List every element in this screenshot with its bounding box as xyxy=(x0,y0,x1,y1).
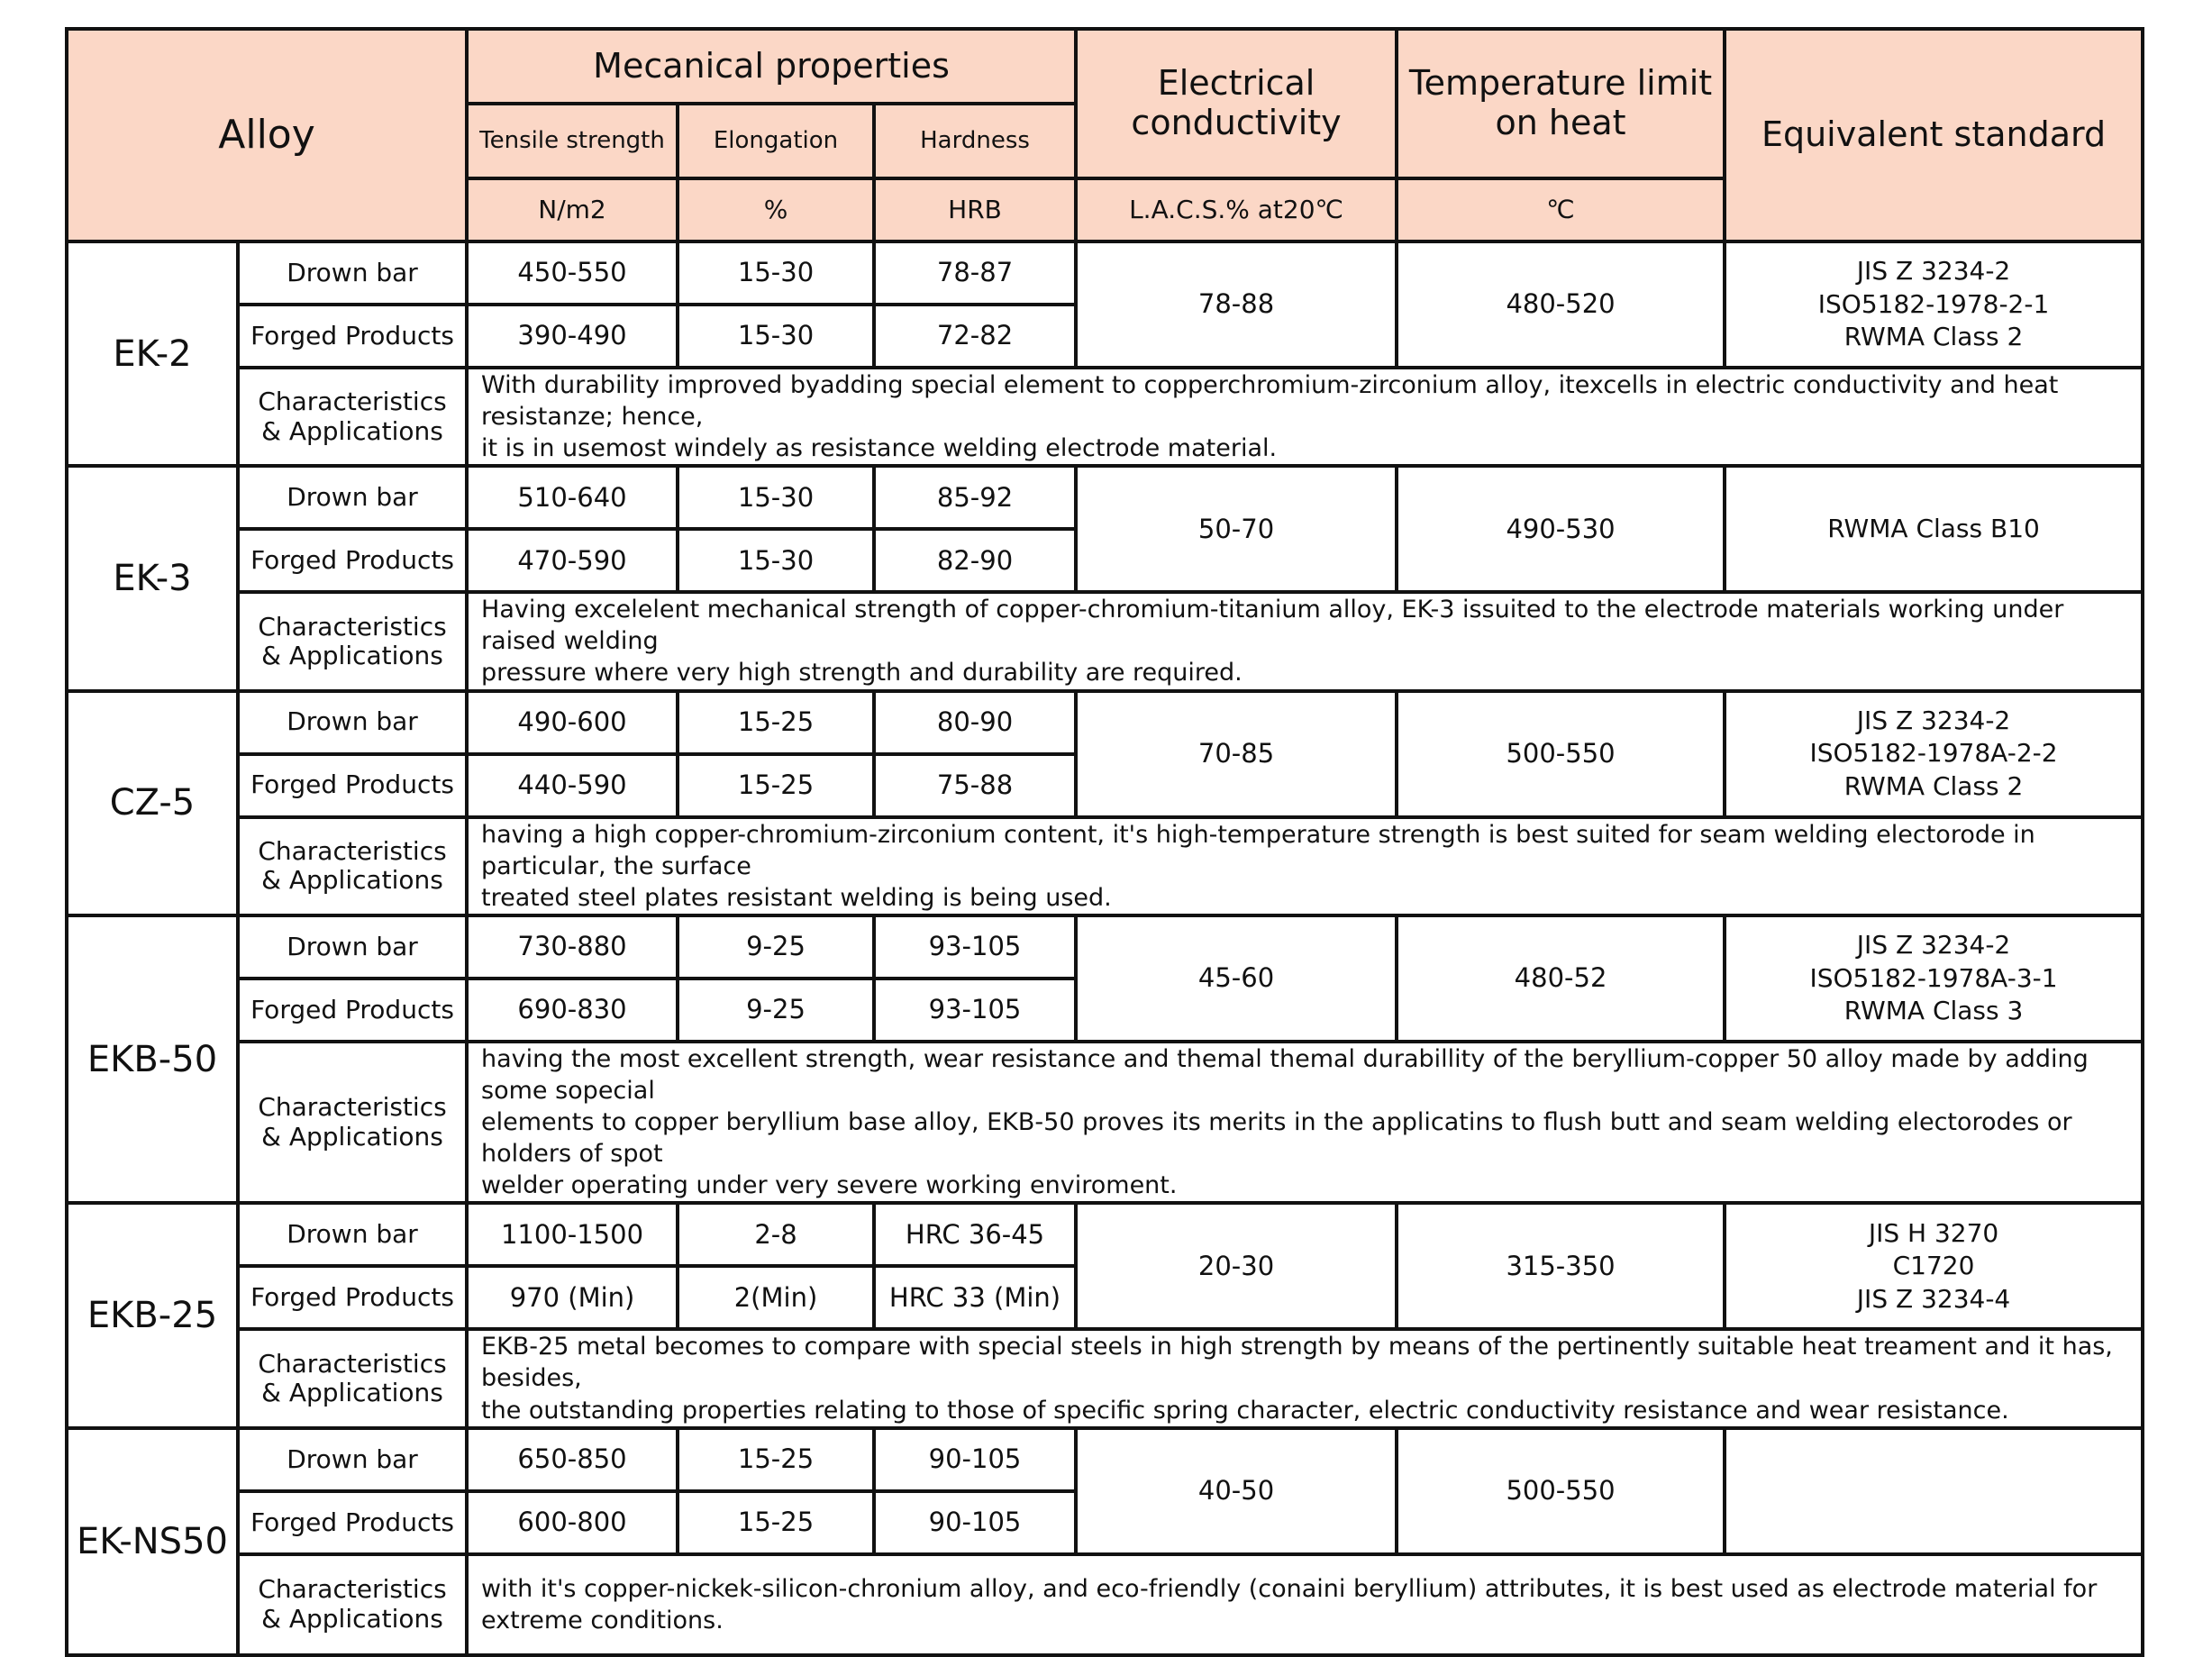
characteristics-label-line1: Characteristics xyxy=(258,1092,447,1123)
characteristics-label xyxy=(238,817,467,915)
forged-hardness: 72-82 xyxy=(874,305,1076,368)
drawn-elongation: 15-25 xyxy=(678,1428,874,1491)
table-row xyxy=(67,1428,2143,1491)
description-line: EKB-25 metal becomes to compare with special steels in high strength by means of the pertinently suitable heat treament and it has, besides, xyxy=(481,1333,2113,1393)
form-label-forged: Forged Products xyxy=(238,754,467,817)
temperature-value: 500-550 xyxy=(1397,1428,1725,1554)
alloy-name: EK-2 xyxy=(67,241,238,466)
drawn-tensile: 650-850 xyxy=(467,1428,678,1491)
characteristics-label-line1: Characteristics xyxy=(258,611,447,642)
description-line: treated steel plates resistant welding is being used. xyxy=(481,883,1112,912)
table-row xyxy=(67,368,2143,466)
temperature-value: 480-520 xyxy=(1397,241,1725,368)
form-label-forged: Forged Products xyxy=(238,305,467,368)
temperature-value: 480-52 xyxy=(1397,915,1725,1042)
header-tensile: Tensile strength xyxy=(467,104,678,178)
description-line: having a high copper-chromium-zirconium content, it's high-temperature strength is best suited for seam welding electorode in particular, the surface xyxy=(481,820,2035,880)
characteristics-description xyxy=(467,1554,2143,1655)
forged-tensile: 970 (Min) xyxy=(467,1266,678,1329)
standard-line: ISO5182-1978-2-1 xyxy=(1817,288,2050,319)
alloy-name: EK-NS50 xyxy=(67,1428,238,1655)
description-line: having the most excellent strength, wear resistance and themal themal durabillity of the beryllium-copper 50 alloy made by adding some sopecial xyxy=(481,1044,2089,1105)
form-label-forged: Forged Products xyxy=(238,1491,467,1554)
header-conductivity: Electrical conductivity xyxy=(1076,29,1397,178)
form-label-drawn: Drown bar xyxy=(238,1203,467,1266)
forged-tensile: 690-830 xyxy=(467,979,678,1042)
form-label-forged: Forged Products xyxy=(238,529,467,592)
unit-tensile: N/m2 xyxy=(467,178,678,241)
table-row xyxy=(67,817,2143,915)
equivalent-standard xyxy=(1725,1428,2143,1554)
characteristics-label-line2: & Applications xyxy=(261,865,443,896)
conductivity-value: 40-50 xyxy=(1076,1428,1397,1554)
form-label-drawn: Drown bar xyxy=(238,915,467,979)
drawn-hardness: HRC 36-45 xyxy=(874,1203,1076,1266)
description-line: pressure where very high strength and durability are required. xyxy=(481,659,1243,687)
standard-line: ISO5182-1978A-2-2 xyxy=(1809,738,2058,769)
characteristics-label-line1: Characteristics xyxy=(258,1574,447,1605)
alloy-name: EK-3 xyxy=(67,466,238,690)
table-row xyxy=(67,241,2143,305)
temperature-value: 315-350 xyxy=(1397,1203,1725,1329)
temperature-value: 500-550 xyxy=(1397,691,1725,817)
drawn-elongation: 2-8 xyxy=(678,1203,874,1266)
drawn-hardness: 80-90 xyxy=(874,691,1076,754)
equivalent-standard xyxy=(1725,466,2143,592)
drawn-elongation: 9-25 xyxy=(678,915,874,979)
table-row xyxy=(67,466,2143,529)
forged-hardness: 75-88 xyxy=(874,754,1076,817)
equivalent-standard xyxy=(1725,691,2143,817)
unit-hardness: HRB xyxy=(874,178,1076,241)
forged-tensile: 470-590 xyxy=(467,529,678,592)
header-elongation: Elongation xyxy=(678,104,874,178)
drawn-elongation: 15-30 xyxy=(678,466,874,529)
alloy-properties-table xyxy=(65,27,2144,1657)
drawn-tensile: 1100-1500 xyxy=(467,1203,678,1266)
header-temperature: Temperature limit on heat xyxy=(1397,29,1725,178)
equivalent-standard xyxy=(1725,915,2143,1042)
table-row xyxy=(67,1329,2143,1427)
header-hardness: Hardness xyxy=(874,104,1076,178)
drawn-hardness: 78-87 xyxy=(874,241,1076,305)
characteristics-label-line2: & Applications xyxy=(261,640,443,670)
standard-line: JIS H 3270 xyxy=(1868,1217,1999,1248)
description-line: it is in usemost windely as resistance welding electrode material. xyxy=(481,434,1278,463)
form-label-forged: Forged Products xyxy=(238,979,467,1042)
characteristics-label-line1: Characteristics xyxy=(258,387,447,417)
characteristics-label-line2: & Applications xyxy=(261,1377,443,1407)
standard-line: RWMA Class B10 xyxy=(1827,514,2040,544)
standard-line: RWMA Class 2 xyxy=(1843,322,2024,352)
description-line: Having excelelent mechanical strength of copper-chromium-titanium alloy, EK-3 issuited to the electrode materials working under raised welding xyxy=(481,596,2064,656)
drawn-hardness: 90-105 xyxy=(874,1428,1076,1491)
standard-line: RWMA Class 3 xyxy=(1843,996,2024,1026)
forged-hardness: 90-105 xyxy=(874,1491,1076,1554)
standard-line: JIS Z 3234-2 xyxy=(1856,705,2011,735)
characteristics-label-line1: Characteristics xyxy=(258,836,447,867)
drawn-elongation: 15-25 xyxy=(678,691,874,754)
alloy-name: CZ-5 xyxy=(67,691,238,915)
conductivity-value: 50-70 xyxy=(1076,466,1397,592)
standard-line: JIS Z 3234-2 xyxy=(1856,256,2011,287)
form-label-drawn: Drown bar xyxy=(238,1428,467,1491)
characteristics-label-line1: Characteristics xyxy=(258,1348,447,1379)
description-line: welder operating under very severe working enviroment. xyxy=(481,1171,1178,1200)
equivalent-standard xyxy=(1725,241,2143,368)
forged-elongation: 2(Min) xyxy=(678,1266,874,1329)
temperature-value: 490-530 xyxy=(1397,466,1725,592)
standard-line: C1720 xyxy=(1892,1251,1975,1281)
table-row xyxy=(67,1203,2143,1266)
drawn-tensile: 490-600 xyxy=(467,691,678,754)
description-line: elements to copper beryllium base alloy, EKB-50 proves its merits in the applicatins to flush butt and seam welding electorodes or holders of spot xyxy=(481,1108,2072,1169)
unit-elongation: % xyxy=(678,178,874,241)
characteristics-label xyxy=(238,1329,467,1427)
forged-hardness: 93-105 xyxy=(874,979,1076,1042)
alloy-name: EKB-25 xyxy=(67,1203,238,1427)
drawn-hardness: 85-92 xyxy=(874,466,1076,529)
standard-line: ISO5182-1978A-3-1 xyxy=(1809,962,2058,993)
standard-line: JIS Z 3234-2 xyxy=(1856,930,2011,961)
conductivity-value: 45-60 xyxy=(1076,915,1397,1042)
description-line: with it's copper-nickek-silicon-chronium alloy, and eco-friendly (conaini beryllium) attributes, it is best used as electrode material for extreme conditions. xyxy=(481,1574,2098,1634)
unit-temperature: ℃ xyxy=(1397,178,1725,241)
forged-elongation: 15-30 xyxy=(678,529,874,592)
description-line: the outstanding properties relating to those of specific spring character, electric conductivity resistance and wear resistance. xyxy=(481,1396,2009,1425)
table-row xyxy=(67,691,2143,754)
table-row xyxy=(67,1042,2143,1203)
conductivity-value: 78-88 xyxy=(1076,241,1397,368)
drawn-tensile: 510-640 xyxy=(467,466,678,529)
form-label-forged: Forged Products xyxy=(238,1266,467,1329)
form-label-drawn: Drown bar xyxy=(238,241,467,305)
header-mechanical: Mecanical properties xyxy=(467,29,1076,104)
characteristics-label-line2: & Applications xyxy=(261,1603,443,1634)
drawn-tensile: 730-880 xyxy=(467,915,678,979)
forged-tensile: 390-490 xyxy=(467,305,678,368)
form-label-drawn: Drown bar xyxy=(238,466,467,529)
standard-line: JIS Z 3234-4 xyxy=(1856,1283,2011,1314)
characteristics-description xyxy=(467,368,2143,466)
alloy-name: EKB-50 xyxy=(67,915,238,1203)
drawn-elongation: 15-30 xyxy=(678,241,874,305)
conductivity-value: 20-30 xyxy=(1076,1203,1397,1329)
description-line: With durability improved byadding special element to copperchromium-zirconium alloy, itexcells in electric conductivity and heat resistanze; hence, xyxy=(481,371,2059,432)
characteristics-label xyxy=(238,1554,467,1655)
forged-elongation: 9-25 xyxy=(678,979,874,1042)
characteristics-description xyxy=(467,592,2143,690)
characteristics-label xyxy=(238,592,467,690)
forged-elongation: 15-25 xyxy=(678,754,874,817)
characteristics-label-line2: & Applications xyxy=(261,1121,443,1152)
table-row xyxy=(67,1554,2143,1655)
conductivity-value: 70-85 xyxy=(1076,691,1397,817)
unit-conductivity: L.A.C.S.% at20℃ xyxy=(1076,178,1397,241)
header-standard: Equivalent standard xyxy=(1725,29,2143,241)
characteristics-description xyxy=(467,817,2143,915)
form-label-drawn: Drown bar xyxy=(238,691,467,754)
table-row xyxy=(67,592,2143,690)
characteristics-label xyxy=(238,1042,467,1203)
characteristics-description xyxy=(467,1329,2143,1427)
forged-hardness: HRC 33 (Min) xyxy=(874,1266,1076,1329)
characteristics-description xyxy=(467,1042,2143,1203)
characteristics-label xyxy=(238,368,467,466)
forged-tensile: 440-590 xyxy=(467,754,678,817)
header-alloy: Alloy xyxy=(67,29,467,241)
drawn-hardness: 93-105 xyxy=(874,915,1076,979)
equivalent-standard xyxy=(1725,1203,2143,1329)
forged-elongation: 15-30 xyxy=(678,305,874,368)
drawn-tensile: 450-550 xyxy=(467,241,678,305)
standard-line: RWMA Class 2 xyxy=(1843,770,2024,801)
forged-elongation: 15-25 xyxy=(678,1491,874,1554)
characteristics-label-line2: & Applications xyxy=(261,415,443,446)
table-row xyxy=(67,915,2143,979)
forged-hardness: 82-90 xyxy=(874,529,1076,592)
forged-tensile: 600-800 xyxy=(467,1491,678,1554)
